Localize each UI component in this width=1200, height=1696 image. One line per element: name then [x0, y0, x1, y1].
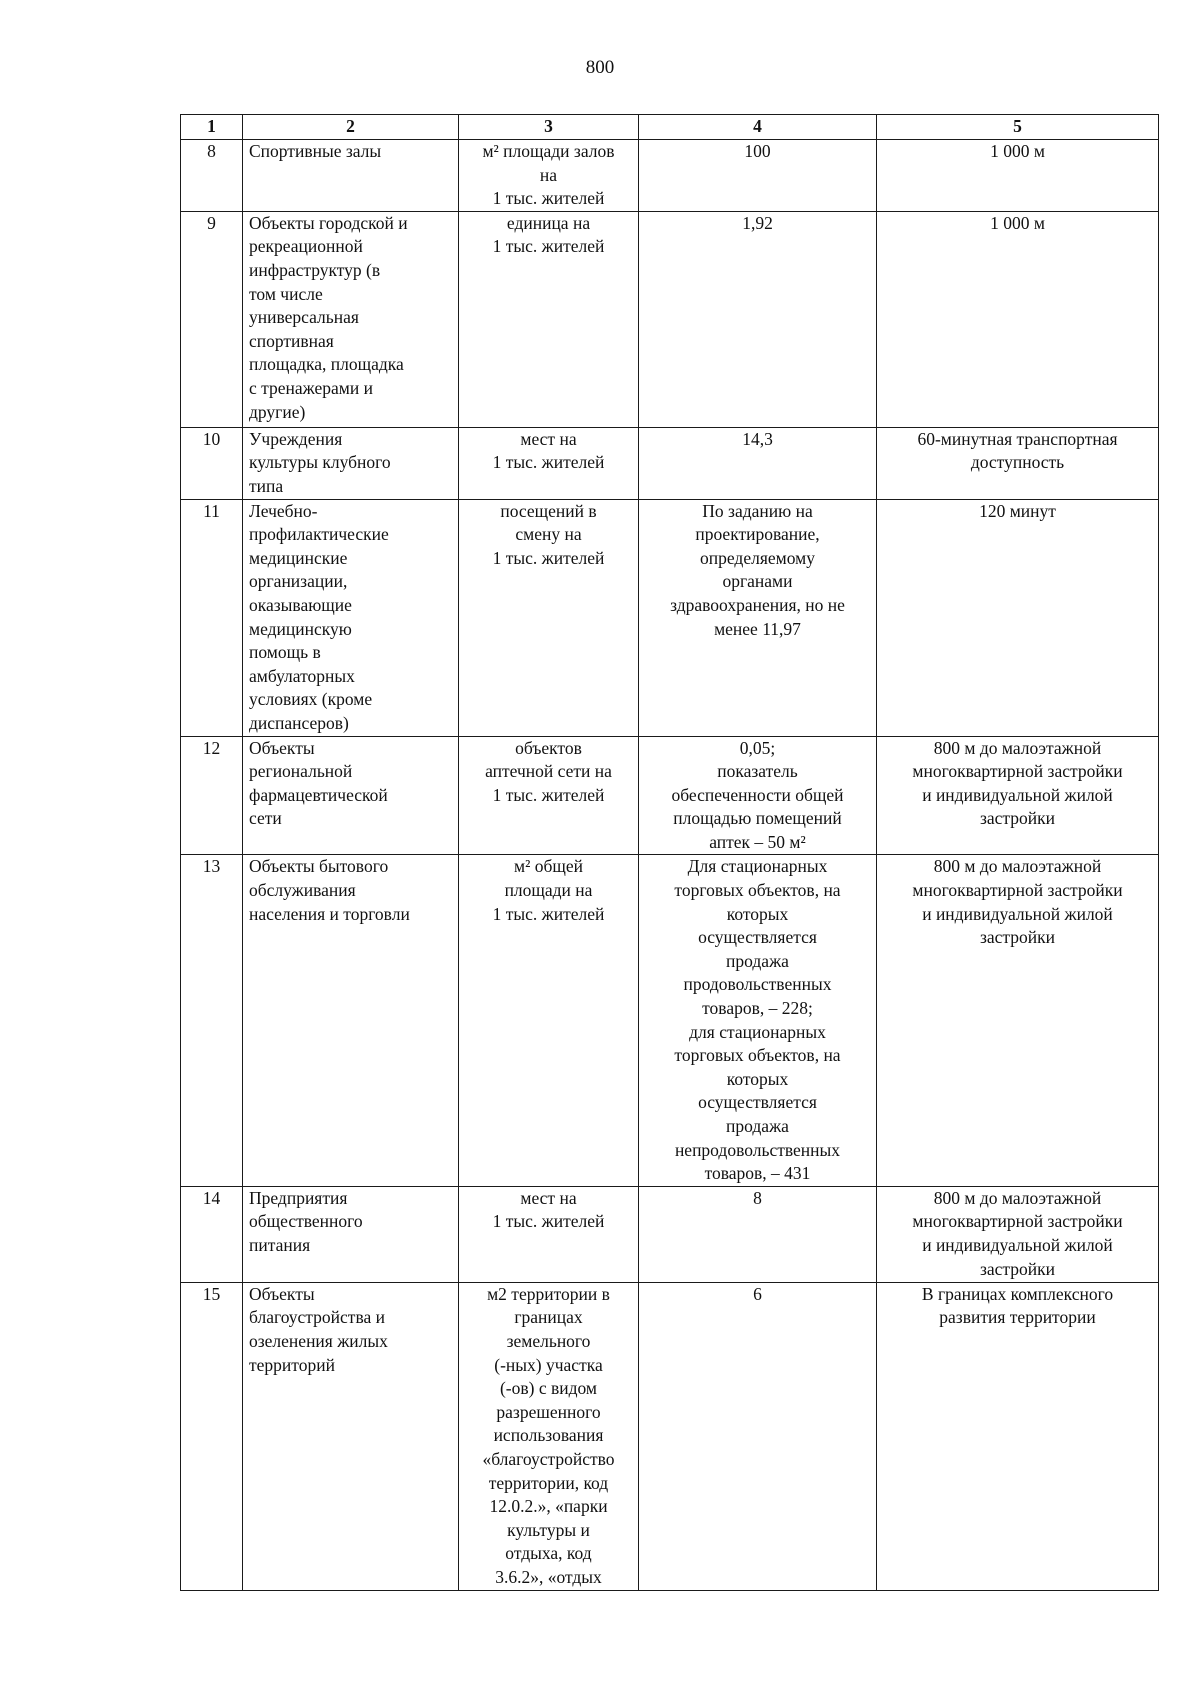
- object-name: Учреждения культуры клубного типа: [243, 427, 459, 499]
- table-row: [181, 736, 1159, 855]
- accessibility: 60-минутная транспортная доступность: [877, 427, 1159, 499]
- accessibility: 1 000 м: [877, 211, 1159, 427]
- norm-value: 8: [639, 1186, 877, 1282]
- row-number: 14: [181, 1186, 243, 1282]
- table-row: [181, 427, 1159, 499]
- header-col-1: 1: [181, 115, 243, 140]
- table-row: [181, 211, 1159, 427]
- norms-table: [180, 114, 1159, 1591]
- header-col-5: 5: [877, 115, 1159, 140]
- accessibility: 800 м до малоэтажной многоквартирной застройки и индивидуальной жилой застройки: [877, 1186, 1159, 1282]
- norm-value: 100: [639, 140, 877, 212]
- unit-of-measure: м² общей площади на 1 тыс. жителей: [459, 855, 639, 1186]
- unit-of-measure: мест на 1 тыс. жителей: [459, 1186, 639, 1282]
- row-number: 8: [181, 140, 243, 212]
- accessibility: 120 минут: [877, 499, 1159, 736]
- table-row: [181, 499, 1159, 736]
- object-name: Объекты бытового обслуживания населения и торговли: [243, 855, 459, 1186]
- header-col-3: 3: [459, 115, 639, 140]
- row-number: 11: [181, 499, 243, 736]
- object-name: Лечебно- профилактические медицинские организации, оказывающие медицинскую помощь в амбулаторных условиях (кроме диспансеров): [243, 499, 459, 736]
- object-name: Объекты региональной фармацевтической сети: [243, 736, 459, 855]
- norm-value: 14,3: [639, 427, 877, 499]
- header-row: [181, 115, 1159, 140]
- row-number: 15: [181, 1282, 243, 1590]
- object-name: Объекты благоустройства и озеленения жилых территорий: [243, 1282, 459, 1590]
- row-number: 10: [181, 427, 243, 499]
- unit-of-measure: м² площади залов на 1 тыс. жителей: [459, 140, 639, 212]
- page-number: 800: [585, 57, 615, 78]
- object-name: Предприятия общественного питания: [243, 1186, 459, 1282]
- object-name: Спортивные залы: [243, 140, 459, 212]
- row-number: 12: [181, 736, 243, 855]
- norm-value: По заданию на проектирование, определяемому органами здравоохранения, но не менее 11,97: [639, 499, 877, 736]
- row-number: 9: [181, 211, 243, 427]
- accessibility: 1 000 м: [877, 140, 1159, 212]
- header-col-4: 4: [639, 115, 877, 140]
- row-number: 13: [181, 855, 243, 1186]
- object-name: Объекты городской и рекреационной инфраструктур (в том числе универсальная спортивная площадка, площадка с тренажерами и другие): [243, 211, 459, 427]
- table-body: [181, 140, 1159, 1591]
- unit-of-measure: объектов аптечной сети на 1 тыс. жителей: [459, 736, 639, 855]
- table-row: [181, 1282, 1159, 1590]
- unit-of-measure: единица на 1 тыс. жителей: [459, 211, 639, 427]
- table-row: [181, 140, 1159, 212]
- header-col-2: 2: [243, 115, 459, 140]
- table-header: [181, 115, 1159, 140]
- accessibility: 800 м до малоэтажной многоквартирной застройки и индивидуальной жилой застройки: [877, 736, 1159, 855]
- unit-of-measure: посещений в смену на 1 тыс. жителей: [459, 499, 639, 736]
- unit-of-measure: м2 территории в границах земельного (-ных) участка (-ов) с видом разрешенного использования «благоустройство территории, код 12.0.2.», «парки культуры и отдыха, код 3.6.2», «отдых: [459, 1282, 639, 1590]
- table-row: [181, 1186, 1159, 1282]
- accessibility: В границах комплексного развития территории: [877, 1282, 1159, 1590]
- norm-value: 0,05; показатель обеспеченности общей площадью помещений аптек – 50 м²: [639, 736, 877, 855]
- accessibility: 800 м до малоэтажной многоквартирной застройки и индивидуальной жилой застройки: [877, 855, 1159, 1186]
- norm-value: 1,92: [639, 211, 877, 427]
- table-row: [181, 855, 1159, 1186]
- norm-value: 6: [639, 1282, 877, 1590]
- norm-value: Для стационарных торговых объектов, на которых осуществляется продажа продовольственных товаров, – 228; для стационарных торговых объектов, на которых осуществляется продажа непродовольственных товаров, – 431: [639, 855, 877, 1186]
- unit-of-measure: мест на 1 тыс. жителей: [459, 427, 639, 499]
